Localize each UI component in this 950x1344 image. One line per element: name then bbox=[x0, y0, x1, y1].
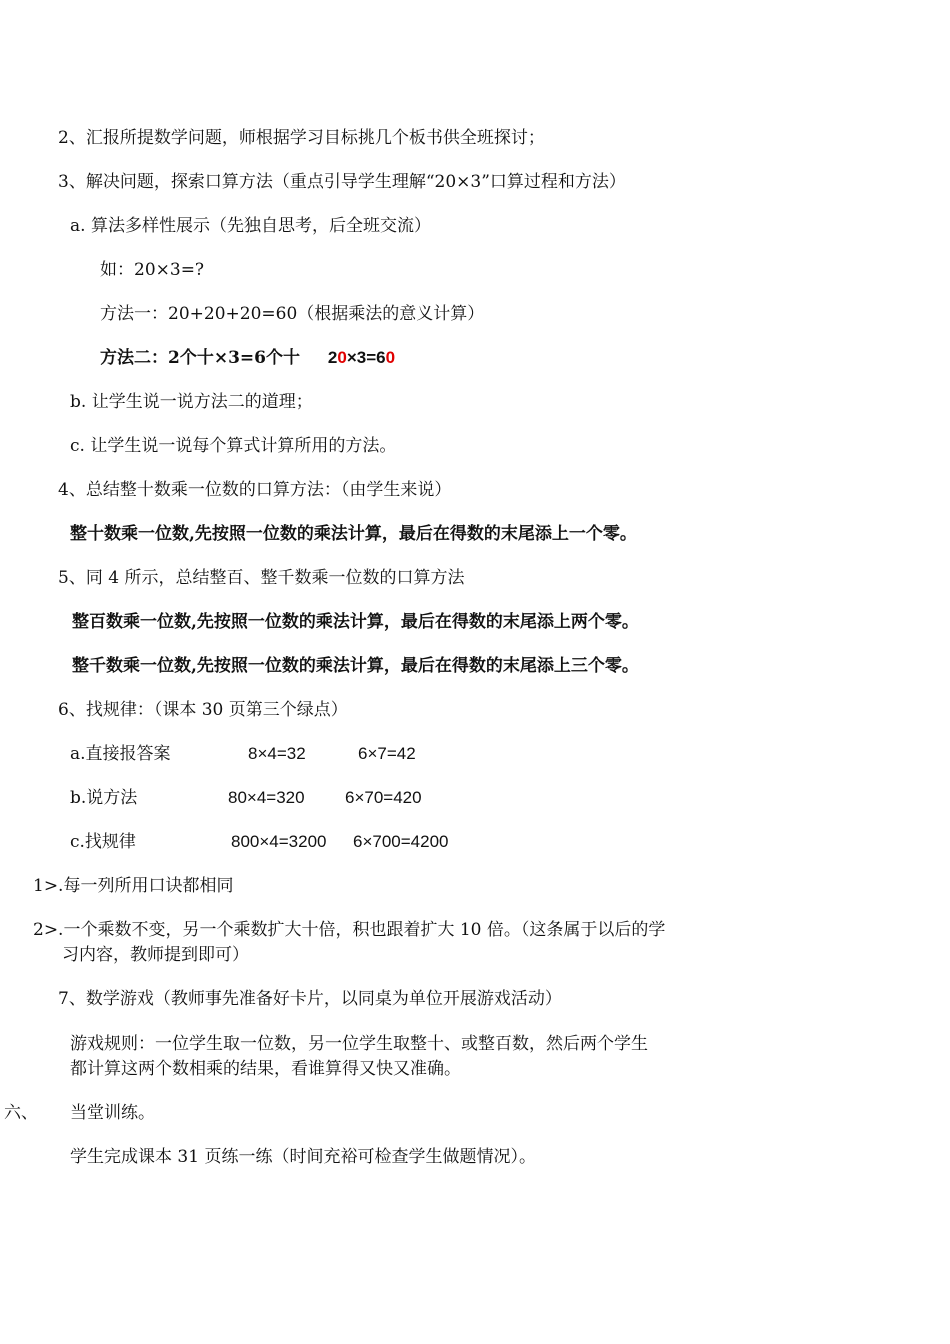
game-rule-line-1: 游戏规则：一位学生取一位数，另一位学生取整十、或整百数，然后两个学生 bbox=[70, 1034, 648, 1054]
step-3c-line: c. 让学生说一说每个算式计算所用的方法。 bbox=[70, 436, 397, 456]
eq-red-zero-1: 0 bbox=[337, 348, 347, 367]
example-line: 如：20×3=? bbox=[100, 260, 205, 280]
step-5-line: 5、同 4 所示，总结整百、整千数乘一位数的口算方法 bbox=[58, 568, 465, 588]
game-rule-line-2: 都计算这两个数相乘的结果，看谁算得又快又准确。 bbox=[70, 1059, 461, 1079]
pattern-row-b-eq1: 80×4=320 bbox=[228, 788, 305, 807]
pattern-row-a-label: a.直接报答案 bbox=[70, 744, 171, 764]
step-7-line: 7、数学游戏（教师事先准备好卡片，以同桌为单位开展游戏活动） bbox=[58, 989, 562, 1009]
pattern-row-c-label: c.找规律 bbox=[70, 832, 136, 852]
step-2-line: 2、汇报所提数学问题，师根据学习目标挑几个板书供全班探讨； bbox=[58, 128, 545, 148]
method-2-line bbox=[100, 347, 395, 369]
method-2-label: 方法二：2个十×3=6个十 bbox=[100, 348, 300, 368]
pattern-row-c-eq2: 6×700=4200 bbox=[353, 832, 449, 851]
eq-part-1: 2 bbox=[327, 348, 338, 367]
section-6-title: 当堂训练。 bbox=[70, 1103, 155, 1123]
section-6-body: 学生完成课本 31 页练一练（时间充裕可检查学生做题情况）。 bbox=[70, 1147, 536, 1167]
rule-tens-line: 整十数乘一位数,先按照一位数的乘法计算，最后在得数的末尾添上一个零。 bbox=[70, 524, 637, 544]
pattern-point-1: 1>.每一列所用口诀都相同 bbox=[33, 876, 234, 896]
section-6-number: 六、 bbox=[4, 1103, 38, 1123]
pattern-point-2-cont: 习内容，教师提到即可） bbox=[62, 945, 249, 965]
step-3-line: 3、解决问题，探索口算方法（重点引导学生理解“20×3”口算过程和方法） bbox=[58, 172, 626, 192]
eq-red-zero-2: 0 bbox=[385, 348, 396, 367]
eq-part-3: ×3=6 bbox=[346, 348, 386, 367]
step-3a-line: a. 算法多样性展示（先独自思考，后全班交流） bbox=[70, 216, 431, 236]
step-3b-line: b. 让学生说一说方法二的道理； bbox=[70, 392, 313, 412]
rule-hundreds-line: 整百数乘一位数,先按照一位数的乘法计算，最后在得数的末尾添上两个零。 bbox=[72, 612, 639, 632]
rule-thousands-line: 整千数乘一位数,先按照一位数的乘法计算，最后在得数的末尾添上三个零。 bbox=[72, 656, 639, 676]
pattern-point-2: 2>.一个乘数不变，另一个乘数扩大十倍，积也跟着扩大 10 倍。（这条属于以后的学 bbox=[33, 920, 666, 940]
pattern-row-a-eq2: 6×7=42 bbox=[358, 744, 416, 763]
pattern-row-c-eq1: 800×4=3200 bbox=[231, 832, 327, 851]
pattern-row-b-eq2: 6×70=420 bbox=[345, 788, 422, 807]
method-1-line: 方法一：20+20+20=60（根据乘法的意义计算） bbox=[100, 304, 485, 324]
step-6-line: 6、找规律：（课本 30 页第三个绿点） bbox=[58, 700, 348, 720]
pattern-row-a-eq1: 8×4=32 bbox=[248, 744, 306, 763]
pattern-row-b-label: b.说方法 bbox=[70, 788, 138, 808]
method-2-equation bbox=[328, 348, 395, 367]
step-4-line: 4、总结整十数乘一位数的口算方法：（由学生来说） bbox=[58, 480, 452, 500]
